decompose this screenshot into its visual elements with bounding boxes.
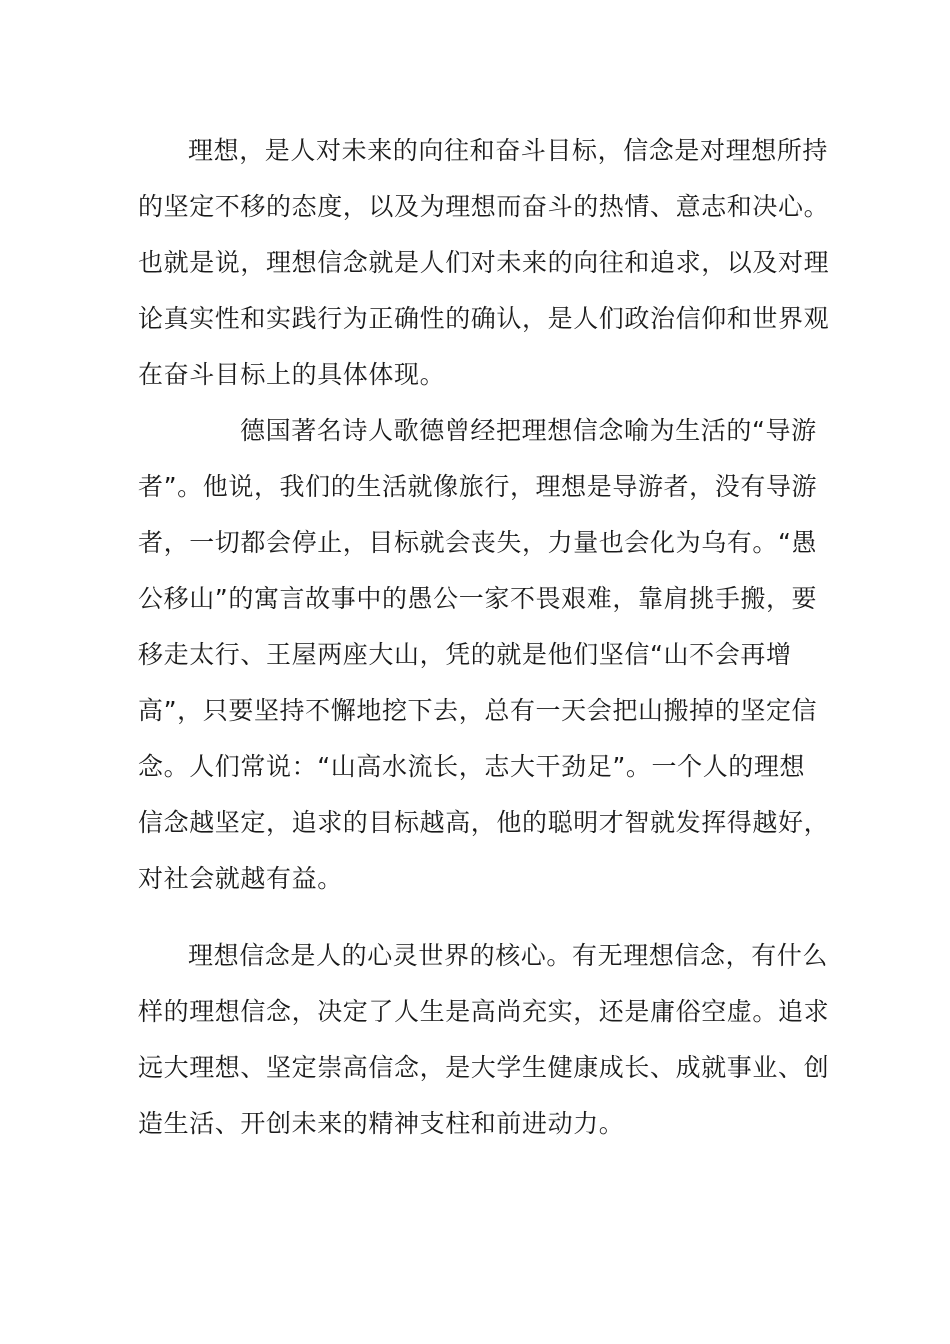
paragraph-2-line-6: 高”，只要坚持不懈地挖下去，总有一天会把山搬掉的坚定信	[138, 696, 818, 725]
paragraph-1-line-4: 论真实性和实践行为正确性的确认，是人们政治信仰和世界观	[138, 304, 830, 333]
paragraph-2-line-1: 德国著名诗人歌德曾经把理想信念喻为生活的“导游	[240, 416, 817, 445]
paragraph-1-line-2: 的坚定不移的态度，以及为理想而奋斗的热情、意志和决心。	[138, 192, 830, 221]
paragraph-1-line-1: 理想，是人对未来的向往和奋斗目标，信念是对理想所持	[188, 136, 829, 165]
paragraph-2-line-5: 移走太行、王屋两座大山，凭的就是他们坚信“山不会再增	[138, 640, 792, 669]
paragraph-2-line-9: 对社会就越有益。	[138, 864, 343, 893]
paragraph-1-line-5: 在奋斗目标上的具体体现。	[138, 360, 446, 389]
paragraph-2-line-8: 信念越坚定，追求的目标越高，他的聪明才智就发挥得越好，	[138, 808, 830, 837]
paragraph-3-line-2: 样的理想信念，决定了人生是高尚充实，还是庸俗空虚。追求	[138, 997, 830, 1026]
paragraph-2-line-3: 者，一切都会停止，目标就会丧失，力量也会化为乌有。“愚	[138, 528, 818, 557]
paragraph-2-line-4: 公移山”的寓言故事中的愚公一家不畏艰难，靠肩挑手搬，要	[138, 584, 818, 613]
paragraph-1-line-3: 也就是说，理想信念就是人们对未来的向往和追求，以及对理	[138, 248, 830, 277]
paragraph-2-line-2: 者”。他说，我们的生活就像旅行，理想是导游者，没有导游	[138, 472, 818, 501]
paragraph-3-line-1: 理想信念是人的心灵世界的核心。有无理想信念，有什么	[188, 941, 829, 970]
paragraph-2-line-7: 念。人们常说：“山高水流长，志大干劲足”。一个人的理想	[138, 752, 806, 781]
paragraph-3-line-4: 造生活、开创未来的精神支柱和前进动力。	[138, 1109, 625, 1138]
paragraph-3-line-3: 远大理想、坚定崇高信念，是大学生健康成长、成就事业、创	[138, 1053, 830, 1082]
